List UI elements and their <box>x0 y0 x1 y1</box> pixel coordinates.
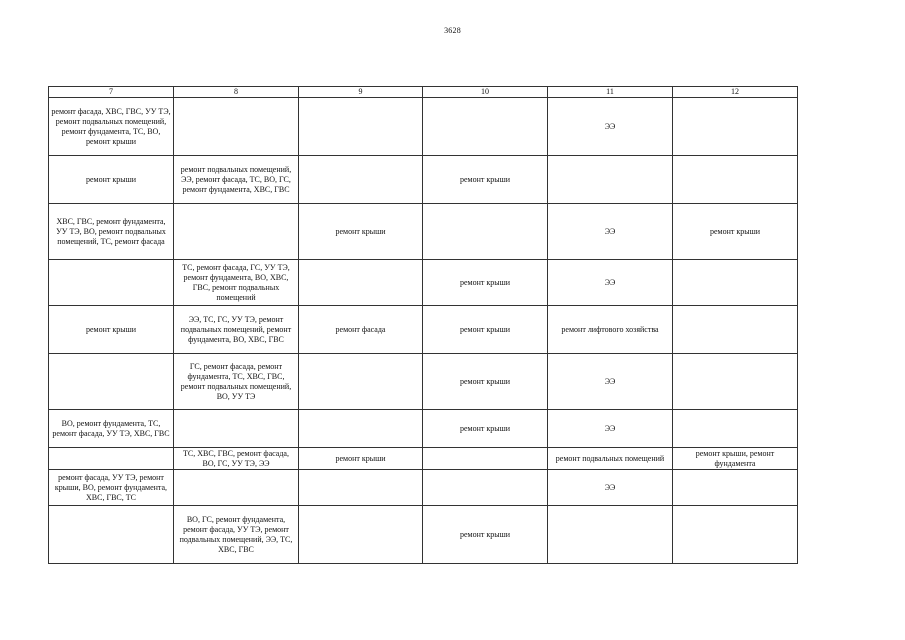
table-cell <box>174 470 299 506</box>
table-cell <box>673 260 798 306</box>
table-cell <box>174 204 299 260</box>
table-cell: ремонт крыши <box>423 410 548 448</box>
table-row <box>49 156 798 204</box>
table-cell <box>673 306 798 354</box>
table-cell <box>299 470 423 506</box>
table-header-row <box>49 87 798 98</box>
table-cell: ВО, ГС, ремонт фундамента, ремонт фасада, УУ ТЭ, ремонт подвальных помещений, ЭЭ, ТС, ХВС, ГВС <box>174 506 299 564</box>
table-cell <box>174 98 299 156</box>
table-cell <box>299 98 423 156</box>
table-cell: ЭЭ <box>548 354 673 410</box>
page-number: 3628 <box>444 26 461 35</box>
table-cell: ремонт крыши <box>423 156 548 204</box>
table-cell: ЭЭ, ТС, ГС, УУ ТЭ, ремонт подвальных помещений, ремонт фундамента, ВО, ХВС, ГВС <box>174 306 299 354</box>
table-cell: ГС, ремонт фасада, ремонт фундамента, ТС, ХВС, ГВС, ремонт подвальных помещений, ВО, УУ ТЭ <box>174 354 299 410</box>
table-cell <box>673 354 798 410</box>
table-row <box>49 448 798 470</box>
table-cell: ВО, ремонт фундамента, ТС, ремонт фасада, УУ ТЭ, ХВС, ГВС <box>49 410 174 448</box>
table-cell <box>673 410 798 448</box>
table-cell: ЭЭ <box>548 470 673 506</box>
table-cell <box>299 260 423 306</box>
table-cell: ремонт крыши <box>49 156 174 204</box>
table-cell <box>423 470 548 506</box>
table-cell: ремонт фасада, УУ ТЭ, ремонт крыши, ВО, ремонт фундамента, ХВС, ГВС, ТС <box>49 470 174 506</box>
table-cell <box>49 260 174 306</box>
repair-schedule-table <box>48 86 798 564</box>
table-cell <box>299 354 423 410</box>
table-cell <box>548 506 673 564</box>
table-cell <box>299 506 423 564</box>
table-cell <box>299 410 423 448</box>
column-header: 8 <box>174 87 299 98</box>
table-cell: ремонт крыши <box>673 204 798 260</box>
table-cell: ремонт крыши <box>299 204 423 260</box>
table-cell <box>49 354 174 410</box>
column-header: 7 <box>49 87 174 98</box>
table-cell: ремонт фасада, ХВС, ГВС, УУ ТЭ, ремонт подвальных помещений, ремонт фундамента, ТС, ВО, ремонт крыши <box>49 98 174 156</box>
table-cell <box>49 448 174 470</box>
table-cell: ремонт лифтового хозяйства <box>548 306 673 354</box>
table-cell: ремонт крыши <box>423 260 548 306</box>
column-header: 10 <box>423 87 548 98</box>
table-row <box>49 506 798 564</box>
table-cell: ремонт подвальных помещений, ЭЭ, ремонт фасада, ТС, ВО, ГС, ремонт фундамента, ХВС, ГВС <box>174 156 299 204</box>
table-cell <box>49 506 174 564</box>
table-cell: ремонт фасада <box>299 306 423 354</box>
table-cell <box>423 204 548 260</box>
table-cell: ремонт крыши <box>423 306 548 354</box>
table-cell: ЭЭ <box>548 410 673 448</box>
table-cell: ремонт крыши <box>299 448 423 470</box>
table-cell: ремонт крыши <box>423 354 548 410</box>
table-cell <box>673 470 798 506</box>
table-cell: ЭЭ <box>548 204 673 260</box>
table-cell: ремонт крыши <box>423 506 548 564</box>
table-row <box>49 410 798 448</box>
column-header: 9 <box>299 87 423 98</box>
table-cell <box>423 98 548 156</box>
table-cell: ХВС, ГВС, ремонт фундамента, УУ ТЭ, ВО, ремонт подвальных помещений, ТС, ремонт фасада <box>49 204 174 260</box>
column-header: 11 <box>548 87 673 98</box>
table-row <box>49 470 798 506</box>
table-cell: ТС, ремонт фасада, ГС, УУ ТЭ, ремонт фундамента, ВО, ХВС, ГВС, ремонт подвальных помещений <box>174 260 299 306</box>
table-row <box>49 204 798 260</box>
table-cell: ЭЭ <box>548 260 673 306</box>
table-cell: ремонт крыши, ремонт фундамента <box>673 448 798 470</box>
table-cell <box>299 156 423 204</box>
table-cell: ЭЭ <box>548 98 673 156</box>
table-cell <box>673 156 798 204</box>
table-cell: ремонт крыши <box>49 306 174 354</box>
table-cell <box>548 156 673 204</box>
table-cell: ТС, ХВС, ГВС, ремонт фасада, ВО, ГС, УУ ТЭ, ЭЭ <box>174 448 299 470</box>
column-header: 12 <box>673 87 798 98</box>
table-cell <box>174 410 299 448</box>
table-row <box>49 98 798 156</box>
table-cell <box>673 506 798 564</box>
table-row <box>49 260 798 306</box>
table-cell: ремонт подвальных помещений <box>548 448 673 470</box>
table-row <box>49 354 798 410</box>
table-cell <box>423 448 548 470</box>
table-cell <box>673 98 798 156</box>
table-row <box>49 306 798 354</box>
